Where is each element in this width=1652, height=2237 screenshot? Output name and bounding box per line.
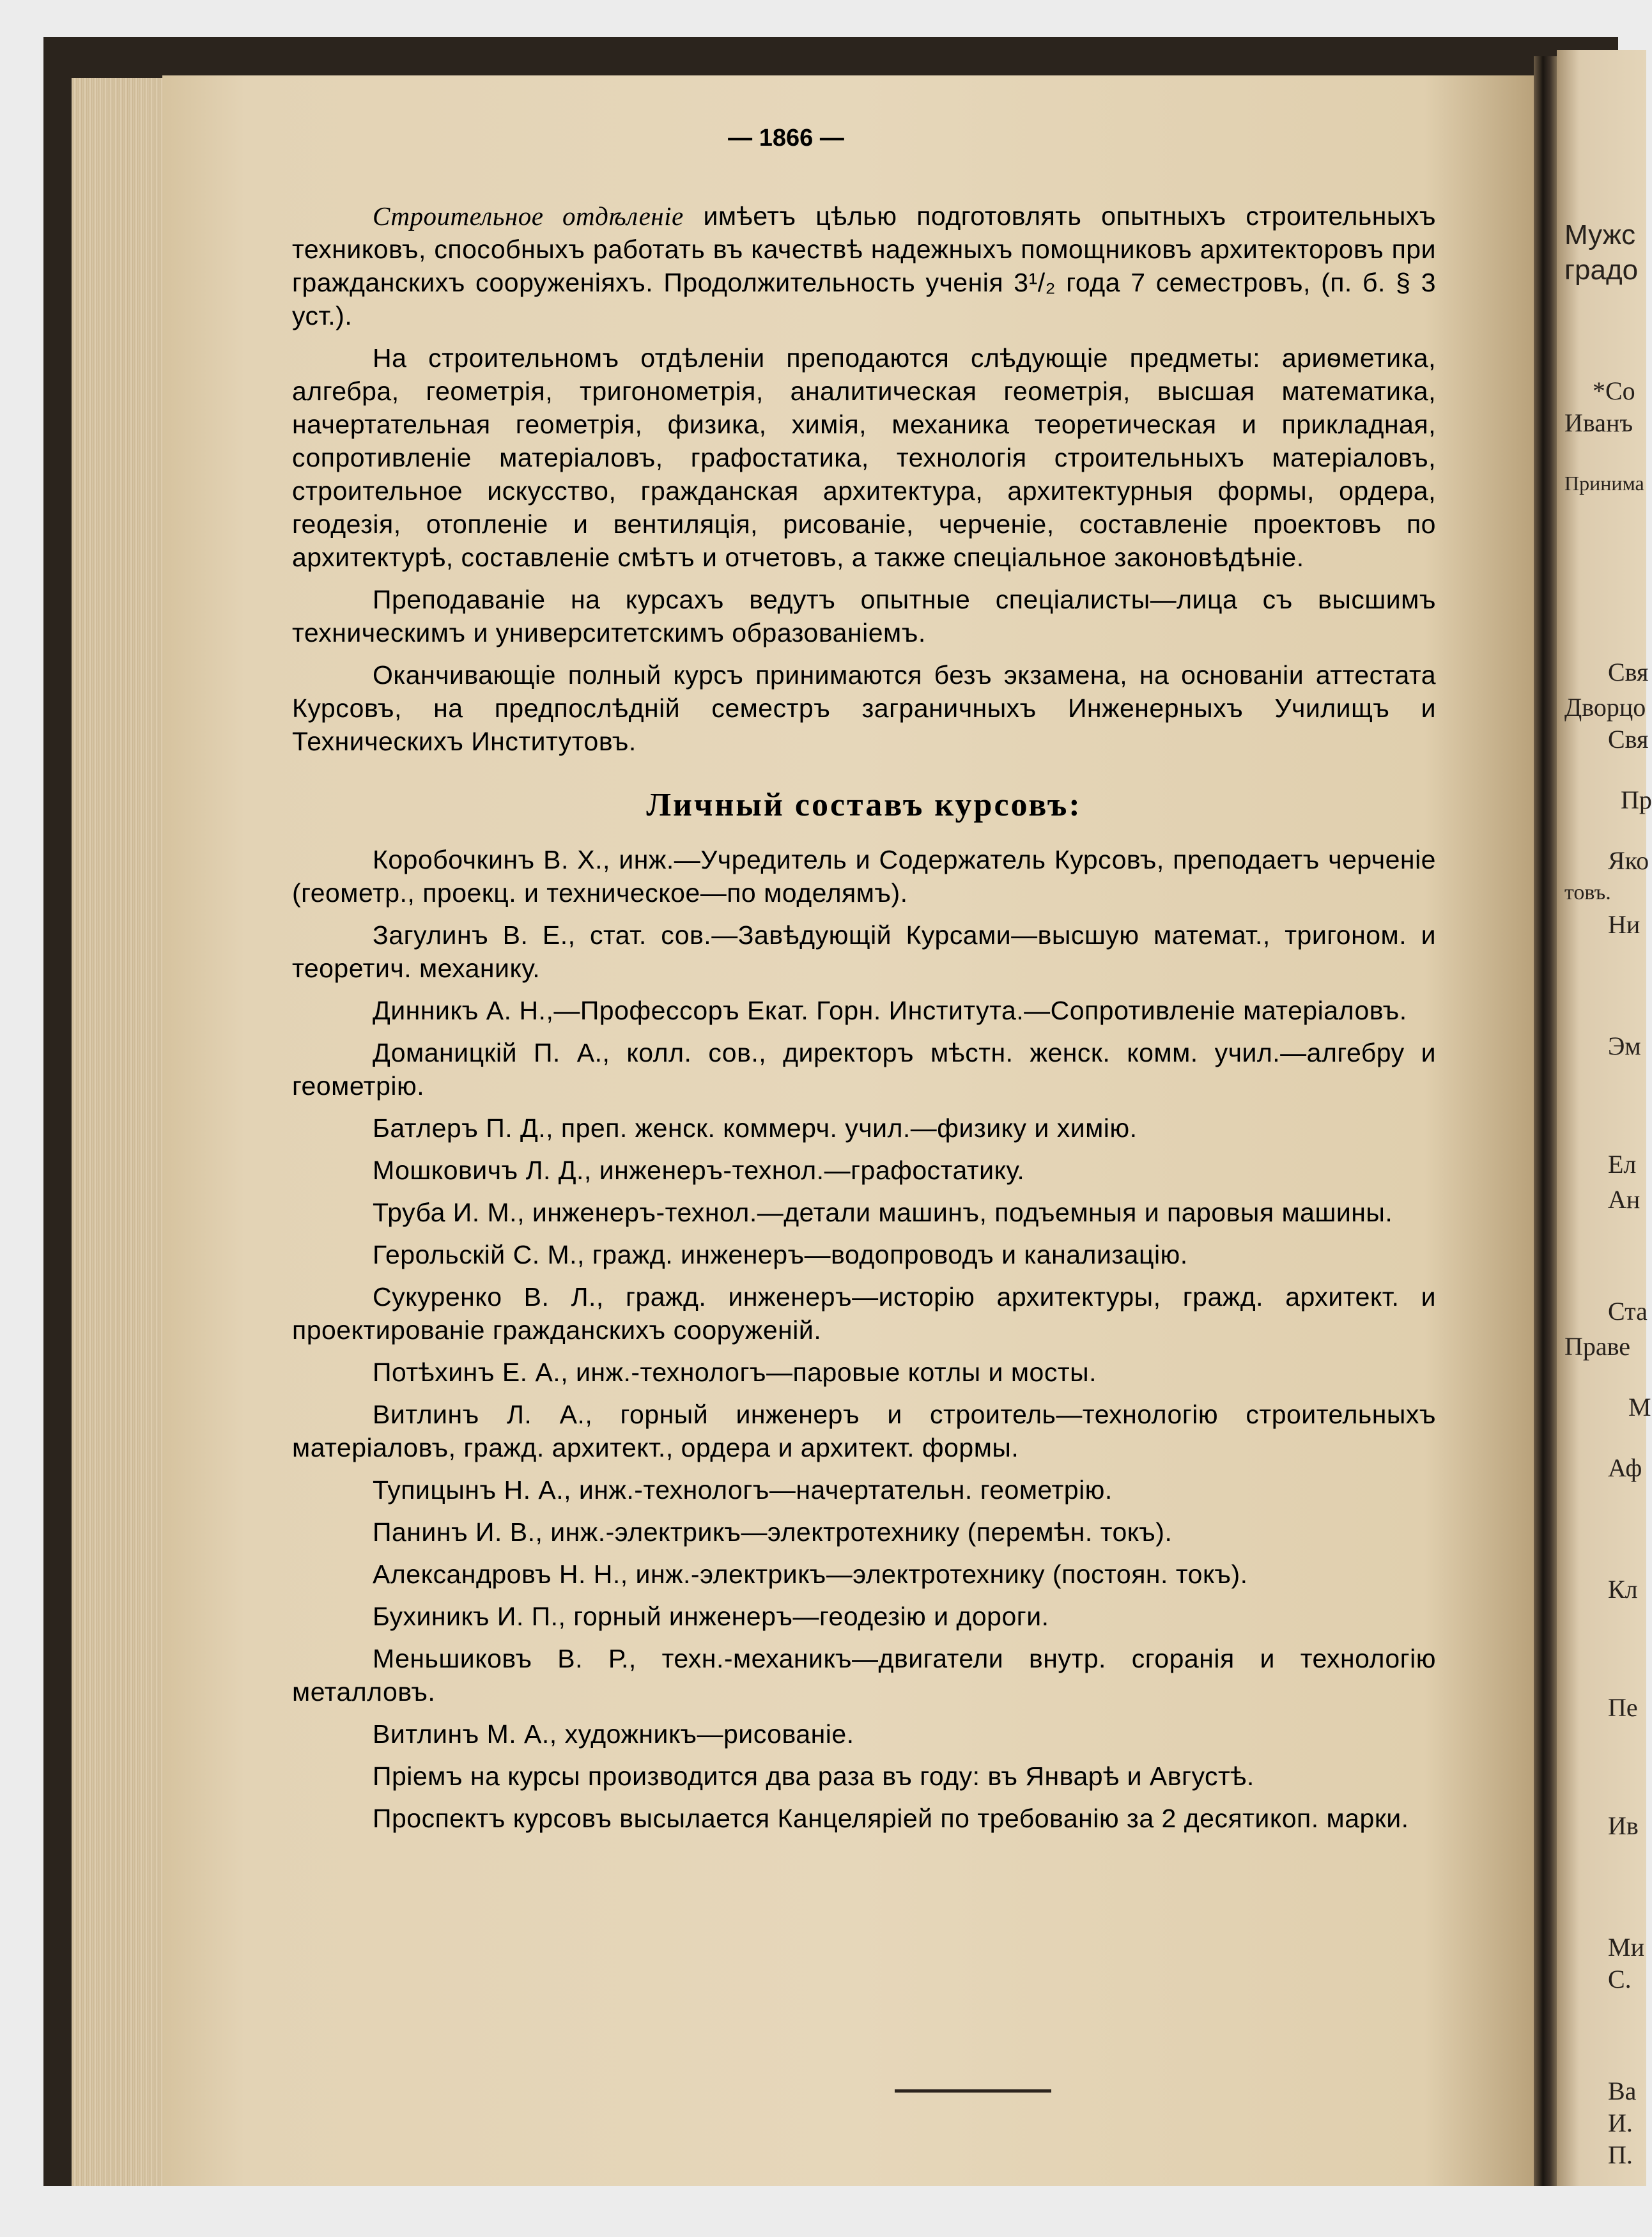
fragment: Принима xyxy=(1564,472,1644,495)
fragment: Пе xyxy=(1608,1693,1638,1722)
section-heading: Личный составъ курсовъ: xyxy=(646,787,1082,823)
fragment: Свя xyxy=(1608,725,1649,754)
fragment: И. xyxy=(1608,2109,1633,2137)
fragment: Свя xyxy=(1608,658,1649,686)
fragment: Эм xyxy=(1608,1032,1641,1060)
staff-entry: Потѣхинъ Е. А., инж.-технологъ—паровые котлы и мосты. xyxy=(373,1358,1097,1387)
fragment: Пр xyxy=(1621,786,1652,814)
staff-entry: Витлинъ Л. А., горный инженеръ и строитель—технологію строительныхъ матеріаловъ, гражд. архитект., ордера и архитект. формы. xyxy=(292,1400,1436,1462)
fragment: товъ. xyxy=(1564,881,1611,904)
staff-entry: Александровъ Н. Н., инж.-электрикъ—электротехнику (постоян. токъ). xyxy=(373,1560,1248,1589)
fragment: П. xyxy=(1608,2140,1633,2169)
paragraph: Оканчивающіе полный курсъ принимаются безъ экзамена, на основаніи аттестата Курсовъ, на предпослѣдній семестръ заграничныхъ Инженерныхъ Училищъ и Техническихъ Институтовъ. xyxy=(292,660,1436,756)
staff-entry: Сукуренко В. Л., гражд. инженеръ—исторію архитектуры, гражд. архитект. и проектированіе гражданскихъ сооруженій. xyxy=(292,1282,1436,1345)
fragment: Ва xyxy=(1608,2077,1637,2105)
admission-note: Пріемъ на курсы производится два раза въ году: въ Январѣ и Августѣ. xyxy=(373,1761,1254,1791)
end-rule xyxy=(895,2089,1051,2093)
staff-entry: Динникъ А. Н.,—Профессоръ Екат. Горн. Института.—Сопротивленіе матеріаловъ. xyxy=(373,996,1407,1025)
page-stack-edge xyxy=(72,78,164,2186)
staff-entry: Загулинъ В. Е., стат. сов.—Завѣдующій Курсами—высшую математ., тригоном. и теоретич. механику. xyxy=(292,920,1436,983)
paragraph: Преподаваніе на курсахъ ведутъ опытные спеціалисты—лица съ высшимъ техническимъ и университетскимъ образованіемъ. xyxy=(292,585,1436,647)
staff-entry: Доманицкій П. А., колл. сов., директоръ мѣстн. женск. комм. учил.—алгебру и геометрію. xyxy=(292,1038,1436,1101)
fragment: Ста xyxy=(1608,1297,1648,1326)
fragment: Ив xyxy=(1608,1811,1639,1840)
staff-entry: Бухиникъ И. П., горный инженеръ—геодезію и дороги. xyxy=(373,1602,1049,1631)
fragment: Ни xyxy=(1608,910,1640,939)
right-page xyxy=(1557,50,1652,2186)
fragment: Праве xyxy=(1564,1332,1631,1361)
staff-entry: Мошковичъ Л. Д., инженеръ-технол.—графостатику. xyxy=(373,1156,1025,1185)
prospectus-note: Проспектъ курсовъ высылается Канцеляріей по требованію за 2 десятикоп. марки. xyxy=(373,1804,1409,1833)
fragment: Аф xyxy=(1608,1453,1642,1482)
page-number: — 1866 — xyxy=(728,125,844,151)
paragraph-text: имѣетъ цѣлью подготовлять опытныхъ строительныхъ техниковъ, способныхъ работать въ качествѣ надежныхъ помощниковъ архитекторовъ при гражданскихъ сооруженіяхъ. Продолжительность ученія 3¹/₂ года 7 семестровъ, (п. б. § 3 уст.). xyxy=(292,201,1436,330)
fragment: Кл xyxy=(1608,1575,1638,1604)
fragment: М xyxy=(1628,1393,1651,1421)
staff-entry: Коробочкинъ В. Х., инж.—Учредитель и Содержатель Курсовъ, преподаетъ черченіе (геометр., проекц. и техническое—по моделямъ). xyxy=(292,845,1436,908)
fragment: Дворцо xyxy=(1564,693,1646,722)
paragraph-intro xyxy=(292,199,1436,332)
staff-entry: Герольскій С. М., гражд. инженеръ—водопроводъ и канализацію. xyxy=(373,1240,1188,1269)
italic-term: Строительное отдѣленіе xyxy=(373,201,684,231)
fragment: Иванъ xyxy=(1564,408,1633,437)
fragment: *Со xyxy=(1593,376,1635,405)
staff-entry: Батлеръ П. Д., преп. женск. коммерч. учил.—физику и химію. xyxy=(373,1113,1138,1143)
staff-entry: Панинъ И. В., инж.-электрикъ—электротехнику (перемѣн. токъ). xyxy=(373,1517,1173,1547)
page-body xyxy=(292,199,1436,1844)
fragment: Ел xyxy=(1608,1150,1637,1179)
staff-entry: Витлинъ М. А., художникъ—рисованіе. xyxy=(373,1719,854,1749)
fragment: Ан xyxy=(1608,1185,1640,1214)
fragment: градо xyxy=(1564,254,1639,286)
fragment: Мужс xyxy=(1564,219,1636,251)
fragment: Яко xyxy=(1608,846,1649,875)
paragraph: На строительномъ отдѣленіи преподаются слѣдующіе предметы: ариѳметика, алгебра, геометрія, тригонометрія, аналитическая геометрія, высшая математика, начертательная геометрія, физика, химія, механика теоретическая и прикладная, сопротивленіе матеріаловъ, графостатика, технологія строительныхъ матеріаловъ, строительное искусство, гражданская архитектура, архитектурныя формы, ордера, геодезія, отопленіе и вентиляція, рисованіе, черченіе, составленіе проектовъ по архитектурѣ, составленіе смѣтъ и отчетовъ, а также спеціальное законовѣдѣніе. xyxy=(292,343,1436,572)
fragment: С. xyxy=(1608,1965,1632,1993)
staff-entry: Труба И. М., инженеръ-технол.—детали машинъ, подъемныя и паровыя машины. xyxy=(373,1198,1393,1227)
fragment: Ми xyxy=(1608,1933,1644,1962)
staff-entry: Меньшиковъ В. Р., техн.-механикъ—двигатели внутр. сгоранія и технологію металловъ. xyxy=(292,1644,1436,1707)
staff-entry: Тупицынъ Н. А., инж.-технологъ—начертательн. геометрію. xyxy=(373,1475,1113,1505)
book-spine xyxy=(1534,56,1557,2186)
